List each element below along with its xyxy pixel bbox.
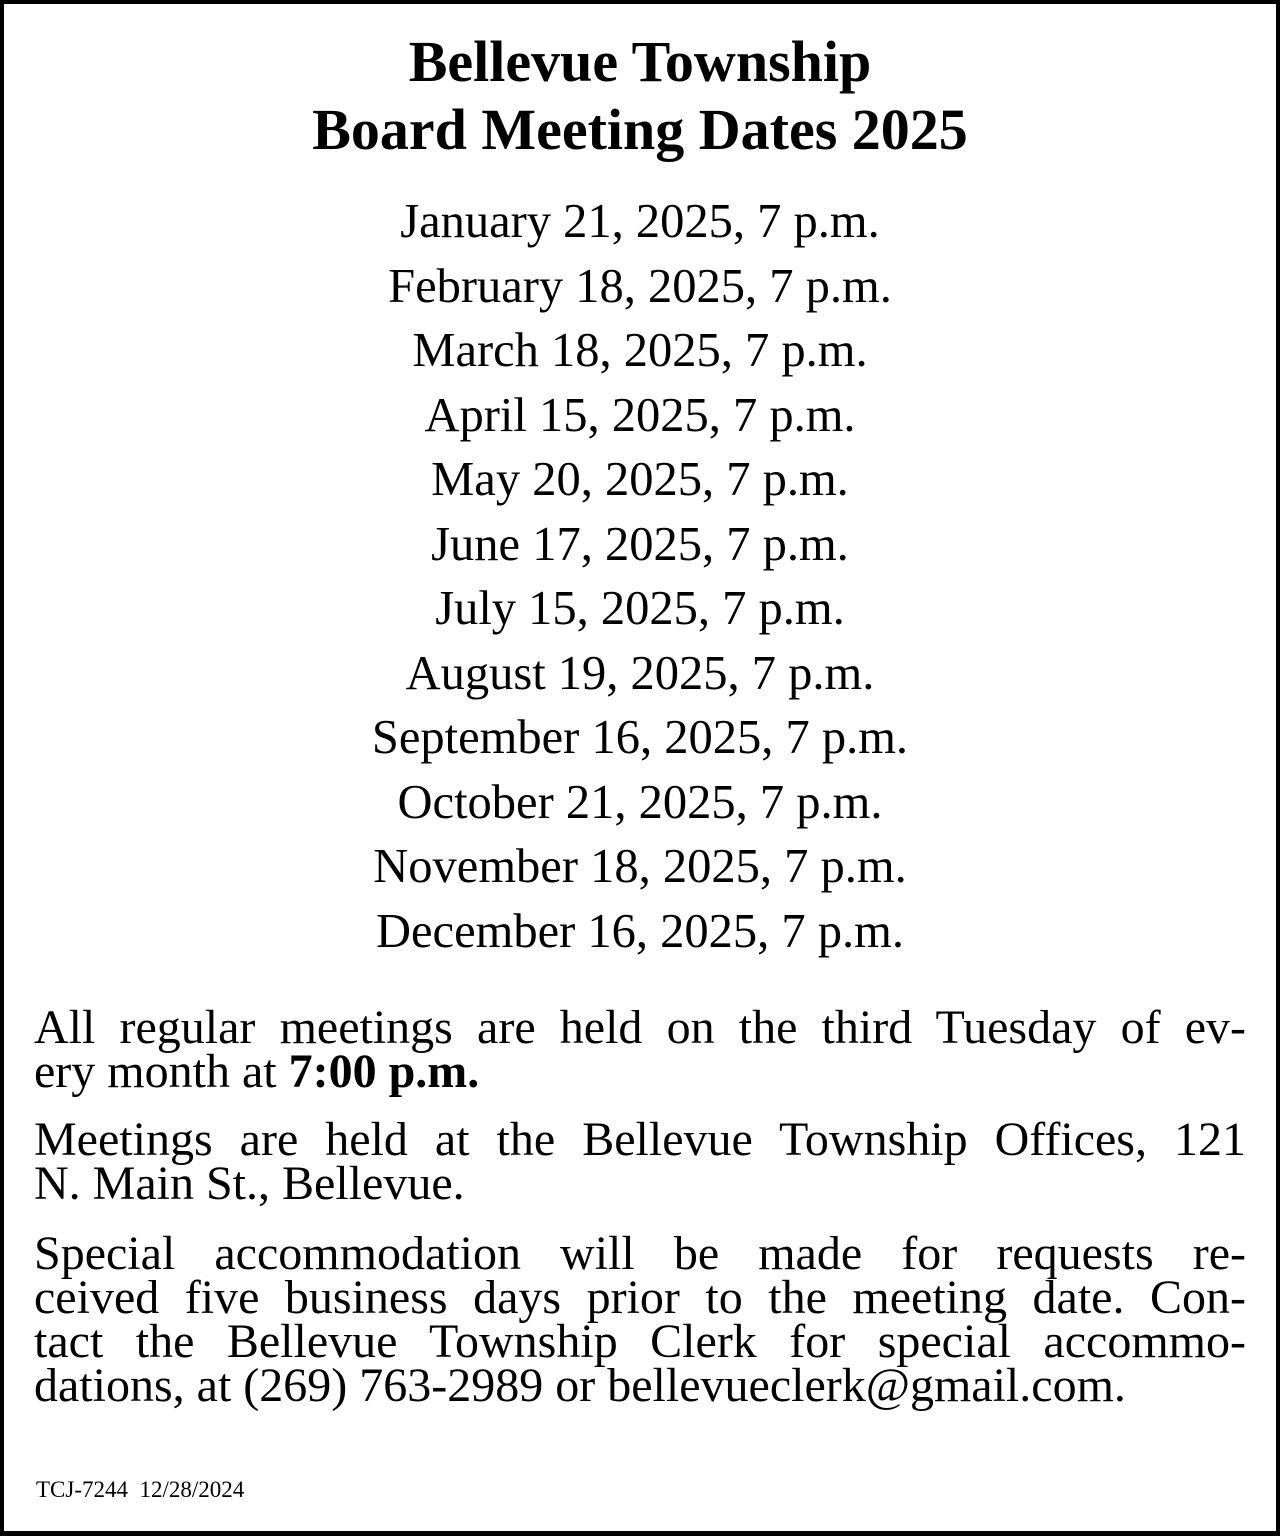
meeting-date: July 15, 2025, 7 p.m.	[435, 582, 845, 635]
regular-meetings-paragraph	[34, 1001, 1246, 1098]
meeting-date: August 19, 2025, 7 p.m.	[405, 646, 875, 700]
location-line2: N. Main St., Bellevue.	[34, 1157, 465, 1210]
meeting-date: March 18, 2025, 7 p.m.	[412, 324, 868, 377]
accommodation-line4: dations, at (269) 763-2989 or bellevueclerk@gmail.com.	[34, 1359, 1126, 1412]
meeting-dates-list	[0, 190, 1280, 964]
meeting-date: June 17, 2025, 7 p.m.	[431, 517, 849, 571]
accommodation-paragraph	[34, 1227, 1246, 1412]
accommodation-line3: tact the Bellevue Township Clerk for special accommo-	[34, 1315, 1246, 1368]
notice-title-line2: Board Meeting Dates 2025	[312, 97, 968, 162]
location-paragraph	[34, 1113, 1246, 1210]
regular-meetings-line1: All regular meetings are held on the third Tuesday of ev-	[34, 1001, 1246, 1054]
meeting-date: January 21, 2025, 7 p.m.	[400, 195, 880, 248]
accommodation-line2: ceived five business days prior to the meeting date. Con-	[34, 1271, 1246, 1324]
regular-meetings-line2	[34, 1045, 1246, 1098]
meeting-time-bold: 7:00 p.m.	[288, 1045, 480, 1098]
regular-meetings-line2-text: ery month at	[34, 1045, 289, 1098]
accommodation-line1: Special accommodation will be made for requests re-	[34, 1227, 1246, 1280]
meeting-date: February 18, 2025, 7 p.m.	[388, 259, 892, 313]
meeting-date: September 16, 2025, 7 p.m.	[371, 711, 909, 764]
notice-date: 12/28/2024	[139, 1477, 245, 1502]
notice-code: TCJ-7244	[36, 1477, 128, 1502]
meeting-date: November 18, 2025, 7 p.m.	[373, 840, 907, 893]
meeting-date: December 16, 2025, 7 p.m.	[376, 904, 904, 958]
meeting-date: October 21, 2025, 7 p.m.	[397, 775, 883, 829]
meeting-date: May 20, 2025, 7 p.m.	[431, 453, 849, 506]
notice-footer	[36, 1477, 244, 1503]
location-line1: Meetings are held at the Bellevue Township Offices, 121	[34, 1113, 1246, 1166]
notice-title-line1: Bellevue Township	[408, 29, 872, 94]
meeting-date: April 15, 2025, 7 p.m.	[424, 388, 856, 442]
